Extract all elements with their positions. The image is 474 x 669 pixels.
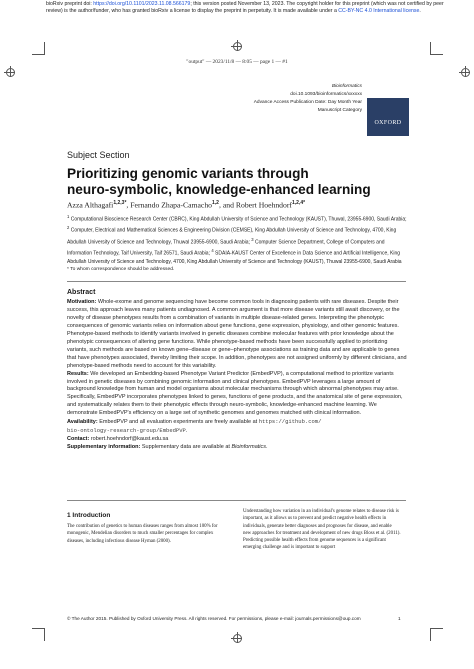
journal-meta	[220, 83, 362, 115]
article-doi: doi.10.1093/bioinformatics/xxxxxx	[290, 92, 362, 97]
preprint-text-end: .	[419, 7, 421, 14]
author-affiliation: 1,2	[212, 200, 219, 206]
intro-heading: 1 Introduction	[67, 512, 111, 519]
supplementary-end: .	[266, 444, 268, 451]
author-name: Azza Althagafi	[67, 200, 114, 210]
author-affiliation: 1,2,3*	[113, 200, 127, 206]
page-number: 1	[398, 616, 401, 621]
motivation-label: Motivation:	[67, 299, 97, 305]
affiliation-text: Computer, Electrical and Mathematical Sciences & Engineering Division (CEMSE), King Abdullah University of Science and Technology, 4700, King Abdullah University of Science and Technology, Thuwal 23955-6900, Saudi Arabia;	[67, 228, 397, 246]
abstract-body	[67, 299, 407, 452]
oxford-logo-text: OXFORD	[374, 120, 402, 126]
crop-mark-top-right	[430, 42, 443, 55]
divider-top	[67, 281, 406, 282]
affiliation-text: SDAIA-KAUST Center of Excellence in Data Science and Artificial Intelligence, King Abdullah University of Science and Technology, 4700, King Abdullah University of Science and Technology (KAUST), Thuwal 23955-6900, Saudi Arabia	[67, 251, 402, 265]
article-title	[67, 166, 412, 197]
contact-email[interactable]: robert.hoehndorf@kaust.edu.sa	[89, 436, 169, 443]
crop-mark-bottom-left	[32, 628, 45, 641]
crop-mark-top-left	[32, 42, 45, 55]
supplementary-journal: Bioinformatics	[231, 444, 267, 451]
correspondence-note: * To whom correspondence should be addressed.	[67, 267, 175, 272]
divider-bottom	[67, 500, 406, 501]
intro-left-column: The contribution of genetics to human diseases ranges from almost 100% for monogenic, Mendelian disorders to much smaller percentages for complex diseases, including infectious disease Hyman (2000).	[67, 524, 218, 544]
journal-name: Bioinformatics	[331, 84, 362, 89]
running-header: "output" — 2023/11/8 — 8:05 — page 1 — #1	[186, 59, 288, 65]
registration-mark-left	[4, 66, 15, 77]
title-line-1: Prioritizing genomic variants through	[67, 166, 309, 181]
author-name: Fernando Zhapa-Camacho	[130, 200, 213, 210]
copyright-footer: © The Author 2015. Published by Oxford University Press. All rights reserved. For permissions, please e-mail: journals.permissions@oup.com	[67, 616, 361, 621]
contact-label: Contact:	[67, 436, 90, 443]
repo-url[interactable]: https://github.com/	[258, 418, 322, 426]
doi-link[interactable]: https://doi.org/10.1101/2023.11.08.566179	[93, 1, 191, 7]
supplementary-label: Supplementary information:	[67, 444, 141, 451]
oxford-logo	[367, 98, 409, 136]
supplementary-text: Supplementary data are available at	[140, 444, 232, 451]
affiliation-number: 3	[251, 236, 254, 242]
license-link[interactable]: CC-BY-NC 4.0 International license	[338, 7, 420, 14]
availability-end: .	[185, 428, 188, 435]
repo-url-2[interactable]: bio-ontology-research-group/EmbedPVP	[67, 427, 186, 435]
access-date: Advance Access Publication Date: Day Month Year	[253, 100, 362, 105]
affiliation-number: 2	[67, 225, 70, 231]
results-label: Results:	[67, 370, 89, 377]
affiliation-number: 1	[67, 214, 70, 219]
motivation-text: Whole-exome and genome sequencing have become common tools in diagnosing patients with rare diseases. Despite their success, this approach leaves many patients undiagnosed. A common argument is that more disease variants still await discovery, or the novelty of disease phenotypes results from a combination of variants in multiple disease-related genes. Interpreting the phenotypic consequences of genomic variants relies on information about gene functions, gene expression, physiology, and other genomic features. Phenotype-based methods to identify variants involved in genetic diseases combine molecular features with prior knowledge about the phenotypic consequences of altering gene functions. While phenotype-based methods have been successfully applied to prioritizing variants, such methods are based on known gene–disease or gene–phenotype associations as training data and are applicable to genes that have phenotypes associated, thereby limiting their scope. In addition, phenotypes are not assigned uniformly by different clinicians, and phenotype-based methods need to account for this variability.	[67, 299, 407, 369]
author-affiliation: 1,2,4*	[292, 200, 306, 206]
manuscript-category: Manuscript Category	[317, 108, 362, 113]
author-name: Robert Hoehndorf	[235, 200, 292, 210]
registration-mark-right	[459, 66, 470, 77]
affiliation-text: Computational Bioscience Research Center (CBRC), King Abdullah University of Science and Technology (KAUST), Thuwal, 23955-6900, Saudi Arabia;	[70, 216, 407, 223]
preprint-text-2: ; this version posted November 13, 2023. The copyright holder for this preprint (which was not certified by peer review) is the author/funder, who has granted bioRxiv a license to display the preprint in perpetuity. It is made available under a	[46, 1, 444, 14]
abstract-heading: Abstract	[67, 289, 96, 296]
results-text: We developed an Embedding-based Phenotype Variant Predictor (EmbedPVP), a computational method to prioritize variants involved in genetic diseases by combining genomic information and clinical phenotypes. EmbedPVP leverages a large amount of background knowledge from human and model organisms about molecular mechanisms through which abnormal phenotypes may arise. Specifically, EmbedPVP incorporates phenotypes linked to genes, functions of gene products, and the anatomical site of gene expression, and systematically relates them to their phenotypic effects through neuro-symbolic, knowledge-enhanced machine learning. We demonstrate EmbedPVP's efficiency on a large set of synthetic genomes and genomes matched with clinical information.	[67, 370, 403, 417]
author-separator: ,	[126, 200, 131, 210]
availability-text: EmbedPVP and all evaluation experiments are freely available at	[97, 419, 259, 426]
crop-mark-bottom-right	[430, 628, 443, 641]
title-line-2: neuro-symbolic, knowledge-enhanced learning	[67, 181, 371, 197]
availability-label: Availability:	[67, 419, 98, 426]
author-list	[67, 200, 305, 210]
registration-mark-top	[231, 40, 242, 51]
preprint-notice	[46, 1, 446, 14]
affiliation-number: 4	[211, 248, 214, 254]
subject-section: Subject Section	[67, 150, 130, 160]
intro-right-column: Understanding how variation in an individual's genome relates to disease risk is important, as it allows us to prevent and predict negative health effects in individuals, generate better diagnoses and prognoses for disease, and enable new approaches for treatment and development of new drugs Bloss et al. (2011). Predicting possible health effects from genome sequences is a significant emerging challenge and is important to support	[243, 509, 401, 551]
preprint-text: bioRxiv preprint doi:	[46, 1, 94, 7]
affiliation-text: Computer Science Department, College of Computers and Information Technology, Taif University, Taif 26571, Saudi Arabia;	[67, 239, 385, 258]
author-separator: , and	[218, 200, 236, 210]
registration-mark-bottom	[231, 632, 242, 643]
affiliations	[67, 213, 407, 267]
